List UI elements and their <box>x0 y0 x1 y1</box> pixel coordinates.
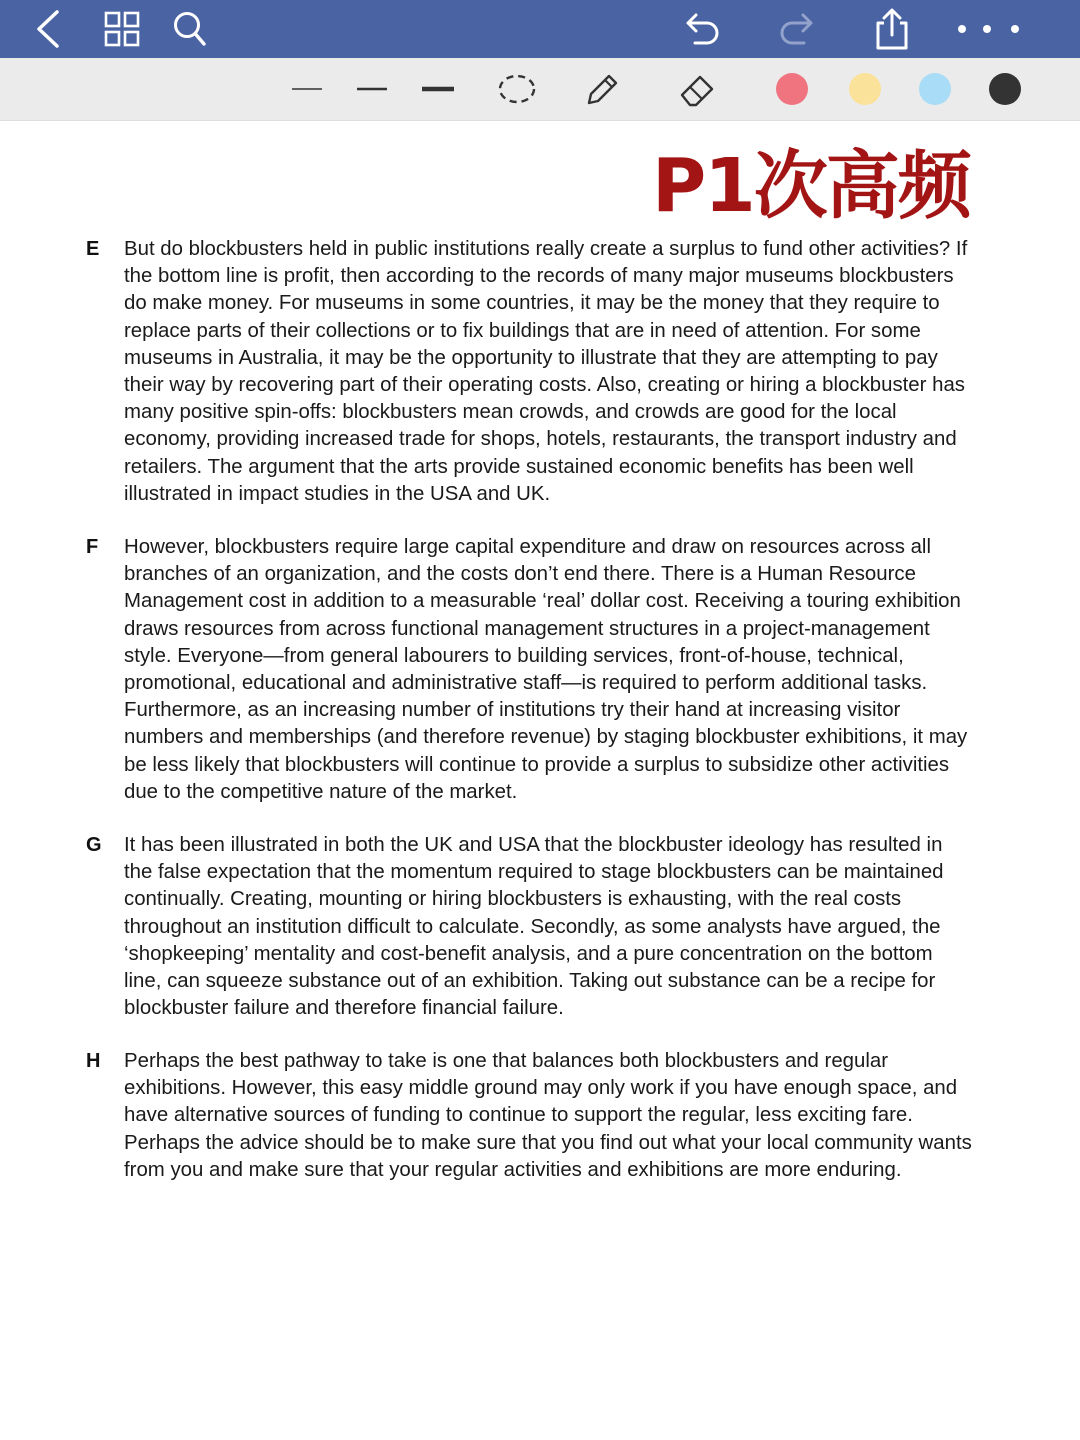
paragraph-text: However, blockbusters require large capital expenditure and draw on resources across all branches of an organization, and the costs don’t end there. There is a Human Resource Management cost in addition to a measurable ‘real’ dollar cost. Receiving a touring exhibition draws resources from across functional management structures in a project-management style. Everyone—from general labourers to building services, front-of-house, technical, promotional, educational and administrative staff—is required to perform additional tasks. Furthermore, as an increasing number of institutions try their hand at increasing visitor numbers and memberships (and therefore revenue) by staging blockbuster exhibitions, it may be less likely that blockbusters will continue to provide a surplus to subsidize other activities due to the competitive nature of the market. <box>124 536 968 803</box>
eraser-icon[interactable] <box>667 58 727 120</box>
share-icon[interactable] <box>862 0 922 58</box>
page-heading: P1次高频 <box>652 143 970 229</box>
color-swatch-blue[interactable] <box>905 58 965 120</box>
grid-icon[interactable] <box>92 0 152 58</box>
back-icon[interactable] <box>18 0 78 58</box>
thin-line-icon[interactable] <box>277 58 337 120</box>
color-swatch-pink[interactable] <box>762 58 822 120</box>
paragraph-letter: G <box>86 834 102 856</box>
color-swatch-yellow[interactable] <box>835 58 895 120</box>
search-icon[interactable] <box>160 0 220 58</box>
more-icon[interactable] <box>955 0 1025 58</box>
paragraph-letter: F <box>86 536 99 558</box>
undo-icon[interactable] <box>673 0 733 58</box>
lasso-icon[interactable] <box>487 58 547 120</box>
paragraph-letter: E <box>86 238 100 260</box>
thick-line-icon[interactable] <box>408 58 468 120</box>
black-swatch-icon <box>989 73 1021 105</box>
pencil-icon[interactable] <box>571 58 631 120</box>
paragraph-text: It has been illustrated in both the UK and USA that the blockbuster ideology has resulted in the false expectation that the momentum required to stage blockbusters can be maintained continually. Creating, mounting or hiring blockbusters is exhausting, with the real costs throughout an institution difficult to calculate. Secondly, as some analysts have argued, the ‘shopkeeping’ mentality and cost-benefit analysis, and a pure concentration on the bottom line, can squeeze substance out of an exhibition. Taking out substance can be a recipe for blockbuster failure and therefore financial failure. <box>124 834 944 1020</box>
top-bar <box>0 0 1080 58</box>
paragraph-letter: H <box>86 1050 101 1072</box>
yellow-swatch-icon <box>849 73 881 105</box>
redo-icon[interactable] <box>766 0 826 58</box>
color-swatch-black[interactable] <box>975 58 1035 120</box>
drawing-toolbar <box>0 58 1080 121</box>
paragraph-text: But do blockbusters held in public institutions really create a surplus to fund other activities? If the bottom line is profit, then according to the records of many major museums blockbusters do make money. For museums in some countries, it may be the money that they require to replace parts of their collections or to fix buildings that are in need of attention. For some museums in Australia, it may be the opportunity to illustrate that they are attempting to pay their way by recovering part of their operating costs. Also, creating or hiring a blockbuster has many positive spin-offs: blockbusters mean crowds, and crowds are good for the local economy, providing increased trade for shops, hotels, restaurants, the transport industry and retailers. The argument that the arts provide sustained economic benefits has been well illustrated in impact studies in the USA and UK. <box>124 238 968 505</box>
pink-swatch-icon <box>776 73 808 105</box>
paragraph-text: Perhaps the best pathway to take is one that balances both blockbusters and regular exhibitions. However, this easy middle ground may only work if you have enough space, and have alternative sources of funding to continue to support the regular, less exciting fare. Perhaps the advice should be to make sure that you find out what your local community wants from you and make sure that your regular activities and exhibitions are more enduring. <box>124 1050 972 1181</box>
blue-swatch-icon <box>919 73 951 105</box>
medium-line-icon[interactable] <box>342 58 402 120</box>
